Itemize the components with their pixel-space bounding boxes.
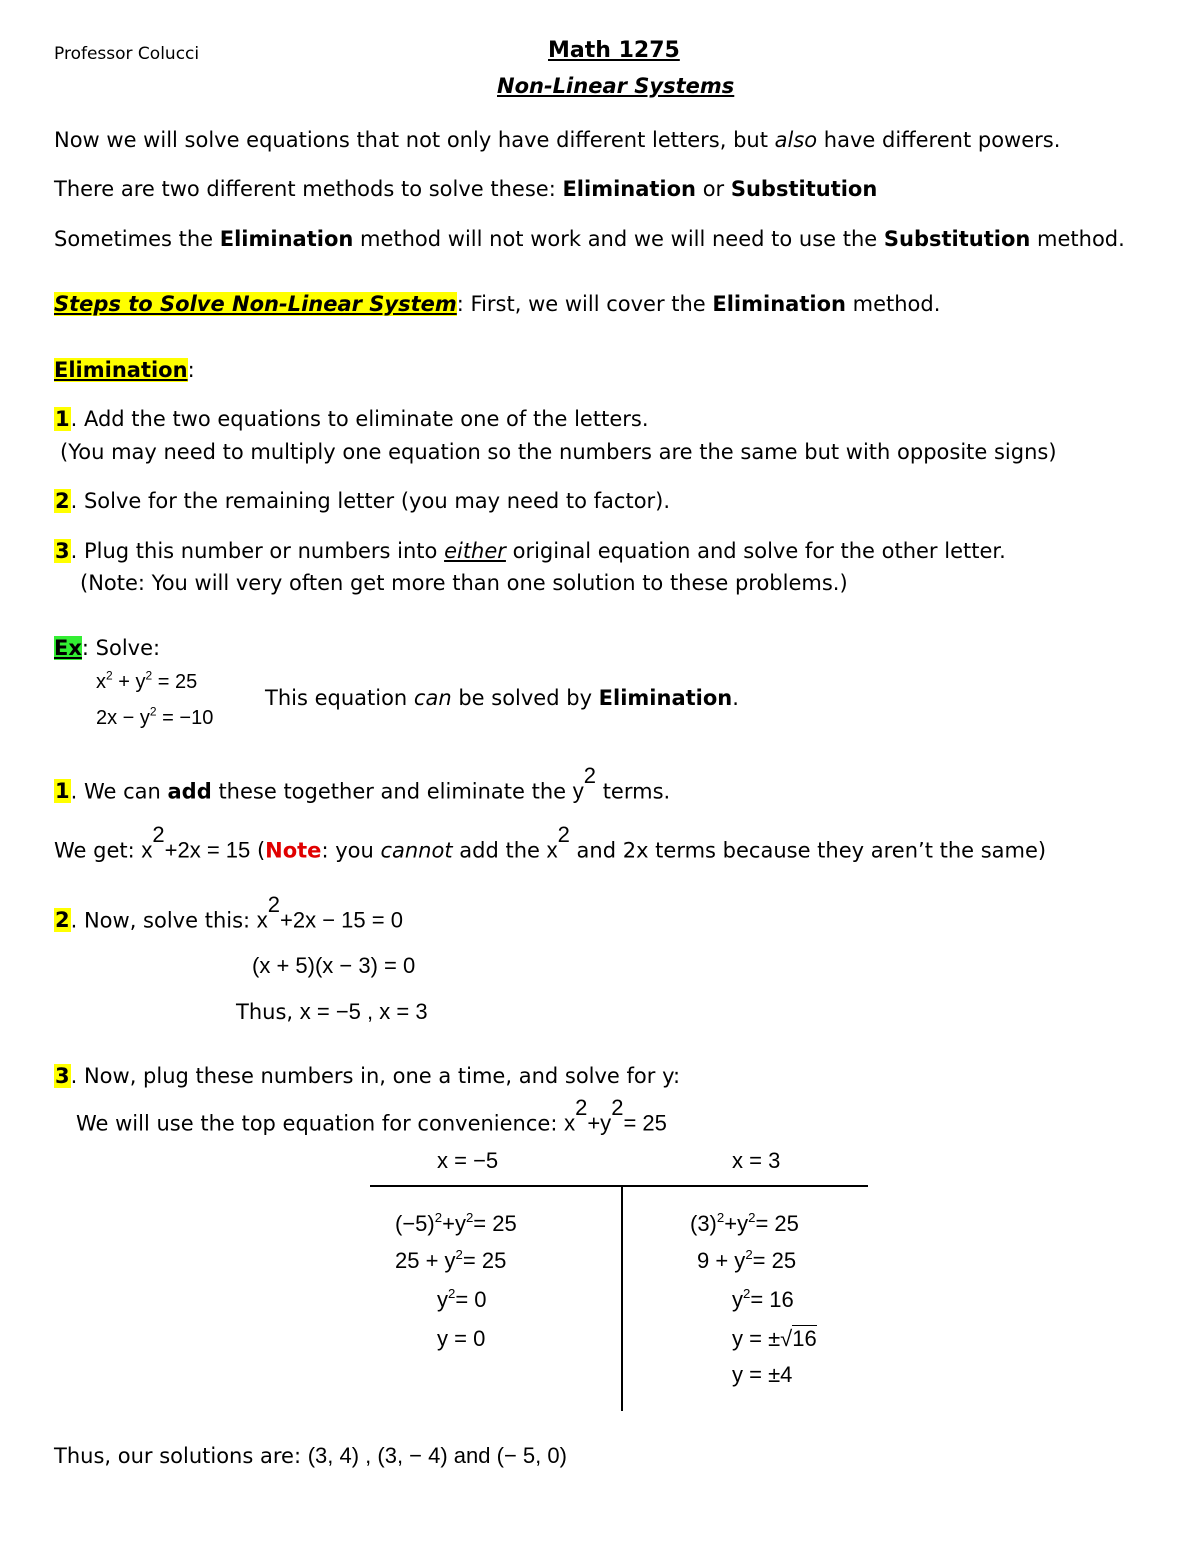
math-text: x: [564, 1110, 576, 1136]
exponent: 2: [106, 668, 113, 683]
col1-row-2: [395, 1248, 506, 1274]
steps-heading-line: [54, 292, 940, 316]
intro-emphasis: also: [774, 128, 818, 152]
math-text: x: [96, 671, 106, 693]
col2-row-3: [732, 1287, 794, 1313]
example-step-3: [54, 1064, 680, 1088]
math-text: +y: [587, 1110, 612, 1136]
steps-heading-text: : First, we will cover the: [456, 292, 713, 316]
math-text: x: [141, 837, 153, 863]
table-horizontal-rule: [370, 1185, 868, 1187]
note-label: Note: [265, 838, 322, 863]
math-text: y: [437, 1287, 448, 1312]
elimination-term: Elimination: [712, 292, 846, 316]
intro-line-3: [54, 227, 1125, 251]
exponent: 2: [149, 704, 157, 719]
step-2: [54, 489, 670, 513]
math-text: = 25: [752, 1248, 797, 1273]
note-text: .: [732, 686, 739, 710]
substitution-term: Substitution: [883, 227, 1031, 251]
col2-row-4: [732, 1326, 817, 1352]
math-text: y = ±: [732, 1326, 781, 1351]
radicand: 16: [792, 1326, 817, 1351]
we-get-line: [54, 822, 1047, 863]
exponent: 2: [583, 763, 597, 788]
elimination-label-line: [54, 358, 195, 382]
exponent: 2: [465, 1209, 474, 1225]
step-text: . Now, solve this:: [70, 908, 257, 933]
line-text: Thus, our solutions are:: [54, 1444, 308, 1468]
elimination-label: Elimination: [54, 358, 188, 382]
elimination-term: Elimination: [562, 177, 697, 201]
note-text: This equation: [265, 686, 414, 710]
topic-title: Non-Linear Systems: [497, 74, 735, 98]
system-equation-2: [96, 704, 214, 730]
step-number: 3: [55, 1064, 70, 1088]
math-text: = 0: [455, 1287, 487, 1312]
math-text: = 25: [473, 1211, 517, 1236]
step-text: original equation and solve for the other letter.: [505, 539, 1006, 563]
thus-line: [236, 999, 428, 1025]
math-text: + y: [112, 671, 146, 693]
intro-text: have different powers.: [817, 128, 1061, 152]
solutions-line: [54, 1443, 567, 1469]
exponent: 2: [557, 822, 570, 847]
step-number: 2: [55, 908, 70, 933]
exponent: 2: [745, 1246, 753, 1262]
math-text: x: [546, 837, 558, 863]
math-text: 2x − y: [96, 707, 150, 729]
math-text: +2x − 15 = 0: [280, 907, 403, 933]
step-text: these together and eliminate the: [211, 779, 573, 804]
step-text: terms.: [596, 779, 671, 804]
line-text: : you: [321, 838, 381, 863]
note-text: be solved by: [451, 686, 599, 710]
note-emphasis: can: [413, 686, 452, 710]
col2-row-1: [690, 1211, 799, 1237]
steps-heading: Steps to Solve Non-Linear System: [54, 292, 457, 316]
step-text: . We can: [70, 779, 168, 804]
math-text: +2x = 15: [164, 837, 251, 863]
square-root-icon: √: [780, 1326, 793, 1351]
column-1-header: x = −5: [437, 1148, 499, 1173]
intro-text: Sometimes the: [54, 227, 220, 251]
math-text: = 25: [152, 671, 198, 693]
line-text: add the: [452, 838, 547, 863]
exponent: 2: [448, 1285, 456, 1301]
step-text: . Plug this number or numbers into: [70, 539, 445, 563]
step-bold: add: [167, 779, 212, 804]
line-text: We will use the top equation for convenience:: [76, 1111, 565, 1136]
course-title: Math 1275: [548, 38, 680, 63]
exponent: 2: [267, 892, 281, 917]
example-label: Ex: [54, 636, 82, 660]
system-equation-1: [96, 668, 198, 694]
step-1-note: (You may need to multiply one equation so the numbers are the same but with opposite signs): [60, 440, 1057, 464]
intro-text: method will not work and we will need to use the: [353, 227, 884, 251]
example-label-line: [54, 636, 160, 660]
line-text: Thus,: [236, 1000, 300, 1024]
step-text: . Now, plug these numbers in, one a time, and solve for y:: [70, 1064, 681, 1088]
col2-row-5: y = ±4: [732, 1362, 793, 1387]
professor-name: Professor Colucci: [54, 44, 200, 64]
exponent: 2: [145, 668, 153, 683]
step-text: . Add the two equations to eliminate one of the letters.: [70, 407, 649, 431]
factored-equation: (x + 5)(x − 3) = 0: [252, 953, 416, 978]
col1-row-3: [437, 1287, 487, 1313]
math-text: 25 + y: [395, 1248, 456, 1273]
math-text: +y: [724, 1211, 749, 1236]
exponent: 2: [152, 822, 165, 847]
exponent: 2: [611, 1095, 624, 1120]
top-equation-line: [76, 1095, 667, 1136]
solutions-math: (3, 4) , (3, − 4) and (− 5, 0): [307, 1443, 567, 1468]
math-text: x: [256, 907, 268, 933]
math-text: = −10: [156, 707, 214, 729]
substitution-term: Substitution: [730, 177, 878, 201]
step-number: 1: [55, 407, 70, 431]
math-text: = 16: [750, 1287, 794, 1312]
step-number: 3: [55, 539, 70, 563]
col2-row-2: [697, 1248, 796, 1274]
step-emphasis: either: [444, 539, 506, 563]
math-text: = 25: [755, 1211, 799, 1236]
math-text: x = −5 , x = 3: [299, 999, 428, 1024]
elimination-term: Elimination: [219, 227, 354, 251]
col1-row-4: y = 0: [437, 1326, 486, 1351]
example-label-text: : Solve:: [81, 636, 161, 660]
intro-text: Now we will solve equations that not only have different letters, but: [54, 128, 775, 152]
exponent: 2: [455, 1246, 463, 1262]
math-text: = 25: [462, 1248, 507, 1273]
elimination-term: Elimination: [598, 686, 733, 710]
math-text: y: [572, 778, 584, 804]
math-text: y: [732, 1287, 743, 1312]
math-text: (−5): [395, 1211, 435, 1236]
example-note: [265, 686, 739, 710]
exponent: 2: [748, 1209, 756, 1225]
steps-heading-text: method.: [845, 292, 941, 316]
line-text: and 2x terms because they aren’t the same): [569, 838, 1047, 863]
intro-line-1: [54, 128, 1060, 152]
intro-text: method.: [1030, 227, 1125, 251]
math-text: +y: [442, 1211, 466, 1236]
exponent: 2: [575, 1095, 588, 1120]
exponent: 2: [716, 1209, 725, 1225]
intro-line-2: [54, 177, 877, 201]
example-step-1: [54, 763, 671, 804]
line-emphasis: cannot: [380, 838, 453, 863]
step-1: [54, 407, 649, 431]
math-text: (3): [690, 1211, 717, 1236]
step-number: 1: [55, 779, 70, 804]
step-3: [54, 539, 1006, 563]
example-step-2: [54, 892, 403, 933]
intro-text: There are two different methods to solve these:: [54, 177, 563, 201]
intro-text: or: [696, 177, 731, 201]
exponent: 2: [743, 1285, 751, 1301]
exponent: 2: [434, 1209, 443, 1225]
math-text: = 25: [623, 1110, 667, 1136]
table-vertical-rule: [621, 1185, 623, 1411]
col1-row-1: [395, 1211, 517, 1237]
step-text: . Solve for the remaining letter (you may need to factor).: [70, 489, 671, 513]
step-3-note: (Note: You will very often get more than one solution to these problems.): [80, 571, 848, 595]
math-text: 9 + y: [697, 1248, 746, 1273]
column-2-header: x = 3: [732, 1148, 781, 1173]
line-text: We get:: [54, 838, 142, 863]
line-text: (: [250, 838, 266, 863]
label-colon: :: [187, 358, 195, 382]
step-number: 2: [55, 489, 70, 513]
